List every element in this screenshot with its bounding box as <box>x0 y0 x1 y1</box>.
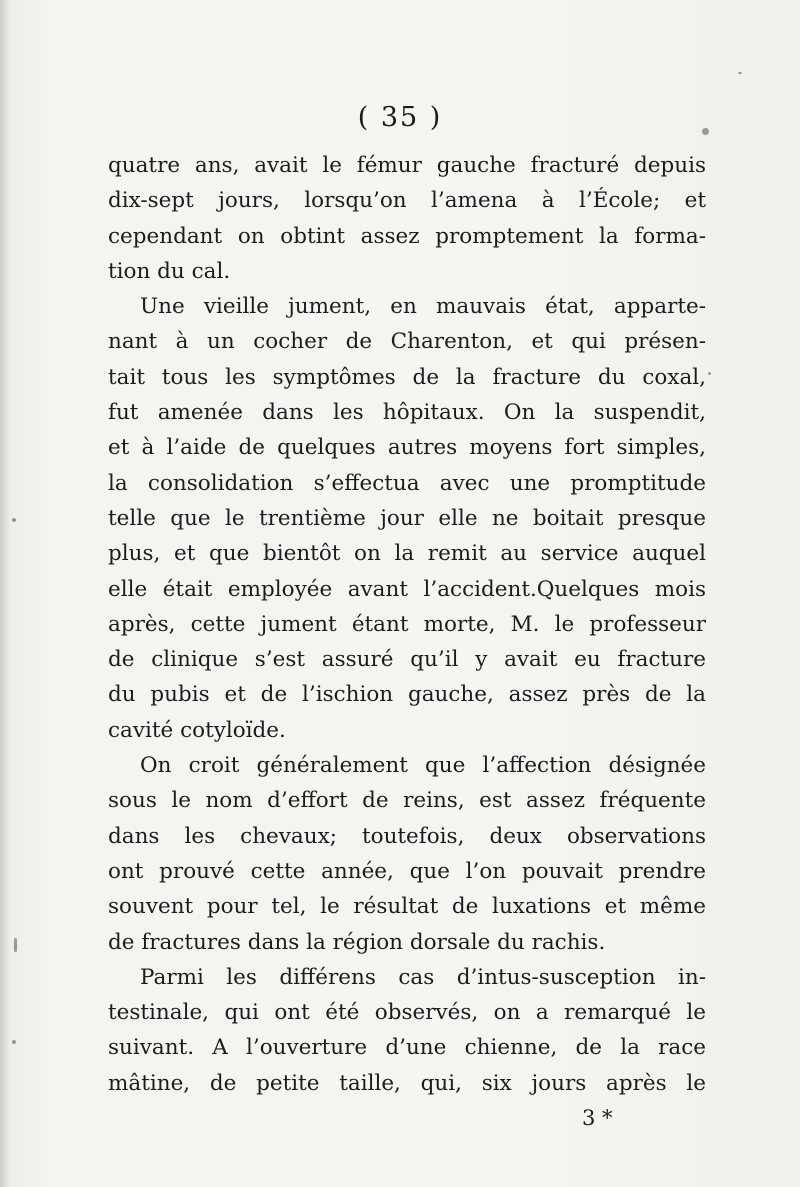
paper-speck <box>14 938 17 952</box>
paper-speck <box>708 372 711 375</box>
text-line: cependant on obtint assez promptement la forma- <box>108 223 706 249</box>
text-line: sous le nom d’effort de reins, est assez fréquente <box>108 788 706 814</box>
text-line: ont prouvé cette année, que l’on pouvait prendre <box>108 858 706 884</box>
text-line: On croit généralement que l’affection désignée <box>140 753 706 779</box>
paper-speck <box>12 1040 16 1044</box>
signature-mark: 3 * <box>582 1106 613 1130</box>
text-line: dix-sept jours, lorsqu’on l’amena à l’École; et <box>108 188 706 214</box>
paper-speck <box>738 72 742 74</box>
text-line: du pubis et de l’ischion gauche, assez près de la <box>108 682 706 708</box>
text-line: elle était employée avant l’accident.Quelques mois <box>108 576 706 602</box>
text-line: de clinique s’est assuré qu’il y avait eu fracture <box>108 647 706 673</box>
text-line: quatre ans, avait le fémur gauche fracturé depuis <box>108 153 706 178</box>
page-edge-shadow <box>0 0 10 1187</box>
text-line: suivant. A l’ouverture d’une chienne, de la race <box>108 1035 706 1061</box>
text-line: nant à un cocher de Charenton, et qui présen- <box>108 329 706 355</box>
text-line: et à l’aide de quelques autres moyens fort simples, <box>108 435 706 461</box>
text-line: plus, et que bientôt on la remit au service auquel <box>108 541 706 567</box>
text-line: fut amenée dans les hôpitaux. On la suspendit, <box>108 400 706 426</box>
text-line: de fractures dans la région dorsale du rachis. <box>108 929 606 955</box>
text-line: la consolidation s’effectua avec une promptitude <box>108 470 706 496</box>
paper-speck <box>12 518 16 522</box>
text-line: cavité cotyloïde. <box>108 717 286 743</box>
text-line: tion du cal. <box>108 258 231 284</box>
paper-speck <box>702 128 709 135</box>
text-line: souvent pour tel, le résultat de luxations et même <box>108 894 706 920</box>
text-line: testinale, qui ont été observés, on a remarqué le <box>108 1000 706 1026</box>
text-line: tait tous les symptômes de la fracture du coxal, <box>108 364 706 390</box>
text-line: mâtine, de petite taille, qui, six jours après le <box>108 1070 706 1096</box>
body-text <box>108 148 706 1101</box>
text-line: après, cette jument étant morte, M. le professeur <box>108 611 706 637</box>
page-number: ( 35 ) <box>357 102 443 133</box>
text-line: Parmi les différens cas d’intus-susception in- <box>140 964 706 990</box>
text-line: Une vieille jument, en mauvais état, apparte- <box>140 294 706 320</box>
text-line: dans les chevaux; toutefois, deux observations <box>108 823 706 849</box>
text-line: telle que le trentième jour elle ne boitait presque <box>108 505 706 531</box>
